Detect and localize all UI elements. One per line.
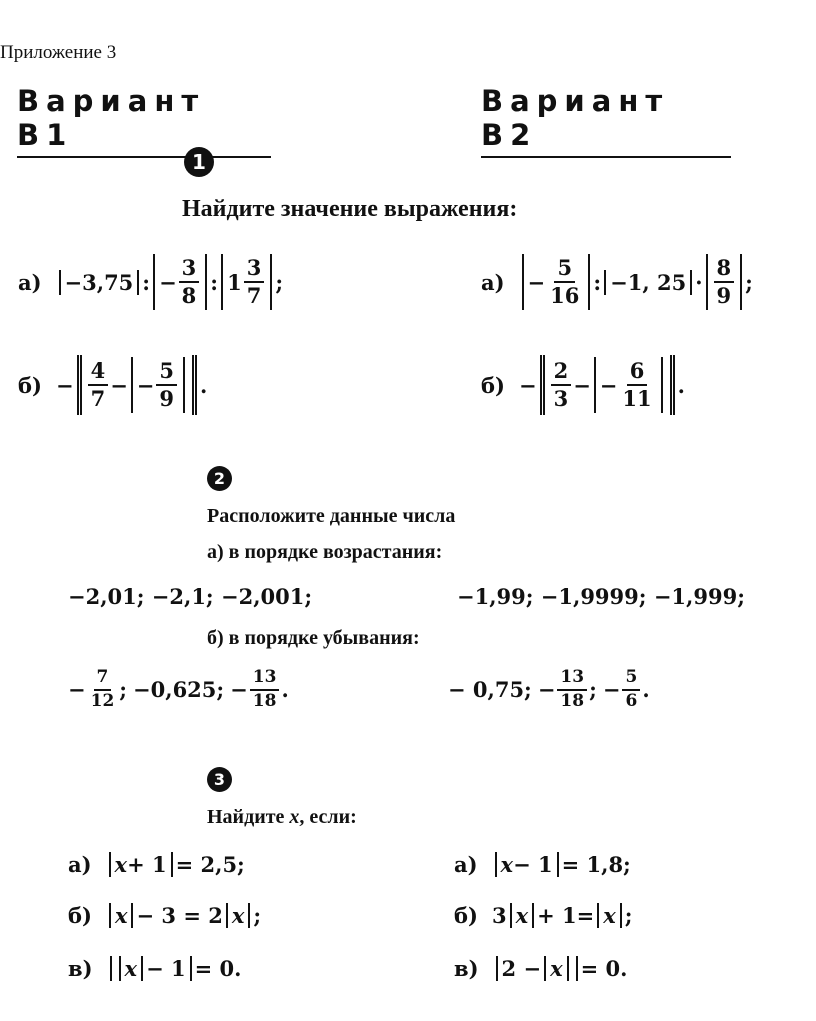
task-3-badge: 3 [207,767,232,792]
task-2a-subheading: а) в порядке возрастания: [207,541,443,563]
task-2b-v1: − 7 12 ; −0,625; − 13 18 . [68,667,289,711]
task-2-heading: Расположите данные числа [207,505,456,527]
task-1-badge: 1 [184,147,214,177]
task-1-heading: Найдите значение выражения: [182,196,518,222]
variant-2-title: Вариант В2 [481,84,731,158]
task-1a-v1: а) −3,75 : − 3 8 : 1 3 7 ; [18,254,283,310]
task-1b-v2: б) − 2 3 − − 6 11 . [481,355,685,415]
task-2a-v1: −2,01; −2,1; −2,001; [68,584,313,609]
task-3a-v1: а) x + 1 = 2,5; [68,852,245,877]
task-3c-v1: в) x − 1 = 0. [68,956,242,981]
task-2b-v2: − 0,75; − 13 18 ; − 5 6 . [448,667,650,711]
task-3b-v1: б) x − 3 = 2 x ; [68,903,262,928]
task-2b-subheading: б) в порядке убывания: [207,627,420,649]
task-1b-v1: б) − 4 7 − − 5 9 . [18,355,207,415]
task-3a-v2: а) x − 1 = 1,8; [454,852,631,877]
variant-1-title: Вариант В1 [17,84,271,158]
task-3c-v2: в) 2 − x = 0. [454,956,628,981]
task-3-heading: Найдите x, если: [207,806,357,828]
task-1a-v2: а) − 5 16 : −1, 25 · 8 9 ; [481,254,753,310]
task-2a-v2: −1,99; −1,9999; −1,999; [457,584,745,609]
task-2-badge: 2 [207,466,232,491]
appendix-label: Приложение 3 [0,42,117,63]
task-3b-v2: б) 3 x + 1= x ; [454,903,633,928]
